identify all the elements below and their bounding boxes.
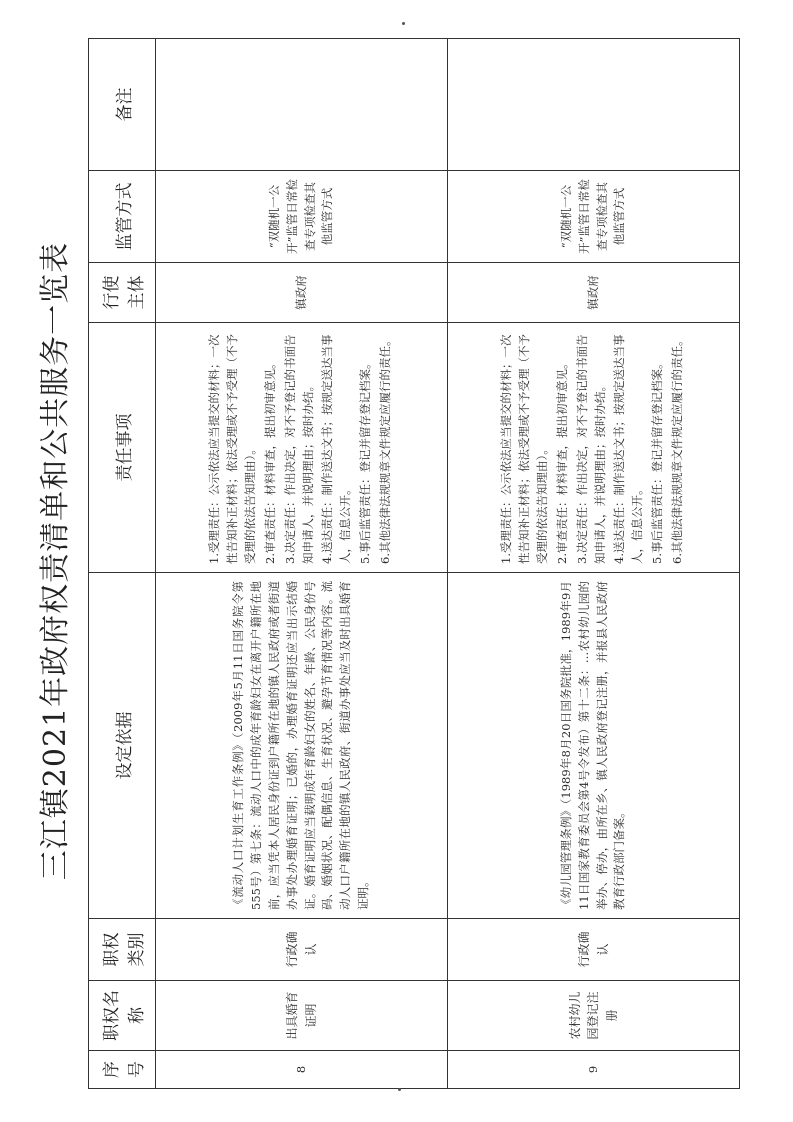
cell-name: 农村幼儿园登记注册 xyxy=(448,981,740,1051)
table-row xyxy=(156,39,448,1089)
resp-item: 1.受理责任：公示依法应当提交的材料；一次性告知补正材料；依法受理或不予受理（不予受理的依法告知理由）。 xyxy=(499,334,550,564)
cell-no: 8 xyxy=(156,1051,448,1089)
resp-item: 6.其他法律法规规章文件规定应履行的责任。 xyxy=(377,334,392,564)
resp-item: 2.审查责任：材料审查，提出初审意见。 xyxy=(262,357,277,564)
resp-item: 1.受理责任：公示依法应当提交的材料；一次性告知补正材料；依法受理或不予受理（不予受理的依法告知理由）。 xyxy=(207,334,258,564)
cell-no: 9 xyxy=(448,1051,740,1089)
cell-name: 出具婚育证明 xyxy=(156,981,448,1051)
cell-remark xyxy=(448,39,740,171)
cell-responsibility xyxy=(156,323,448,573)
table-row xyxy=(448,39,740,1089)
resp-item: 3.决定责任：作出决定，对不予登记的书面告知申请人，并说明理由；按时办结。 xyxy=(282,334,315,564)
table-header-row xyxy=(89,39,156,1089)
cell-type: 行政确认 xyxy=(156,919,448,981)
cell-type: 行政确认 xyxy=(448,919,740,981)
resp-item: 5.事后监管责任：登记并留存登记档案。 xyxy=(357,357,372,564)
resp-item: 3.决定责任：作出决定，对不予登记的书面告知申请人，并说明理由；按时办结。 xyxy=(574,334,607,564)
header-remark: 备注 xyxy=(89,39,156,171)
resp-item: 4.送达责任：制作送达文书；按规定送达当事人，信息公开。 xyxy=(320,334,353,564)
header-supervision: 监管方式 xyxy=(89,171,156,263)
cell-basis: 《流动人口计划生育工作条例》（2009年5月11日国务院令第555号）第七条：流动人口中的成年育龄妇女在离开户籍所在地前，应当凭本人居民身份证到户籍所在地的镇人民政府或者街道办事处办理婚育证明；已婚的，办理婚育证明还应当出示结婚证。婚育证明应当载明成年育龄妇女的姓名、年龄、公民身份号码、婚姻状况、配偶信息、生育状况、避孕节育情况等内容。流动人口户籍所在地的镇人民政府、街道办事处应当及时出具婚育证明。 xyxy=(156,573,448,919)
header-name: 职权名称 xyxy=(89,981,156,1051)
header-responsibility: 责任事项 xyxy=(89,323,156,573)
resp-item: 5.事后监管责任：登记并留存登记档案。 xyxy=(649,357,664,564)
responsibility-table xyxy=(88,38,740,1089)
cell-responsibility xyxy=(448,323,740,573)
resp-item: 4.送达责任：制作送达文书；按规定送达当事人，信息公开。 xyxy=(612,334,645,564)
page-title: 三江镇2021年政府权责清单和公共服务一览表 xyxy=(38,241,73,881)
scan-speck xyxy=(402,22,405,25)
cell-remark xyxy=(156,39,448,171)
cell-subject: 镇政府 xyxy=(448,263,740,323)
resp-item: 2.审查责任：材料审查，提出初审意见。 xyxy=(554,357,569,564)
cell-subject: 镇政府 xyxy=(156,263,448,323)
cell-supervision: “双随机一公开”监管日常检查专项检查其他监管方式 xyxy=(448,171,740,263)
header-no: 序号 xyxy=(89,1051,156,1089)
header-type: 职权类别 xyxy=(89,919,156,981)
header-subject: 行使主体 xyxy=(89,263,156,323)
cell-basis: 《幼儿园管理条例》（1989年8月20日国务院批准，1989年9月11日国家教育委员会第4号令发布）第十二条：…农村幼儿园的举办、停办，由所在乡、镇人民政府登记注册，并报县人民政府教育行政部门备案。 xyxy=(448,573,740,919)
resp-item: 6.其他法律法规规章文件规定应履行的责任。 xyxy=(669,334,684,564)
header-basis: 设定依据 xyxy=(89,573,156,919)
scan-speck xyxy=(398,1088,401,1091)
cell-supervision: “双随机一公开”监管日常检查专项检查其他监管方式 xyxy=(156,171,448,263)
